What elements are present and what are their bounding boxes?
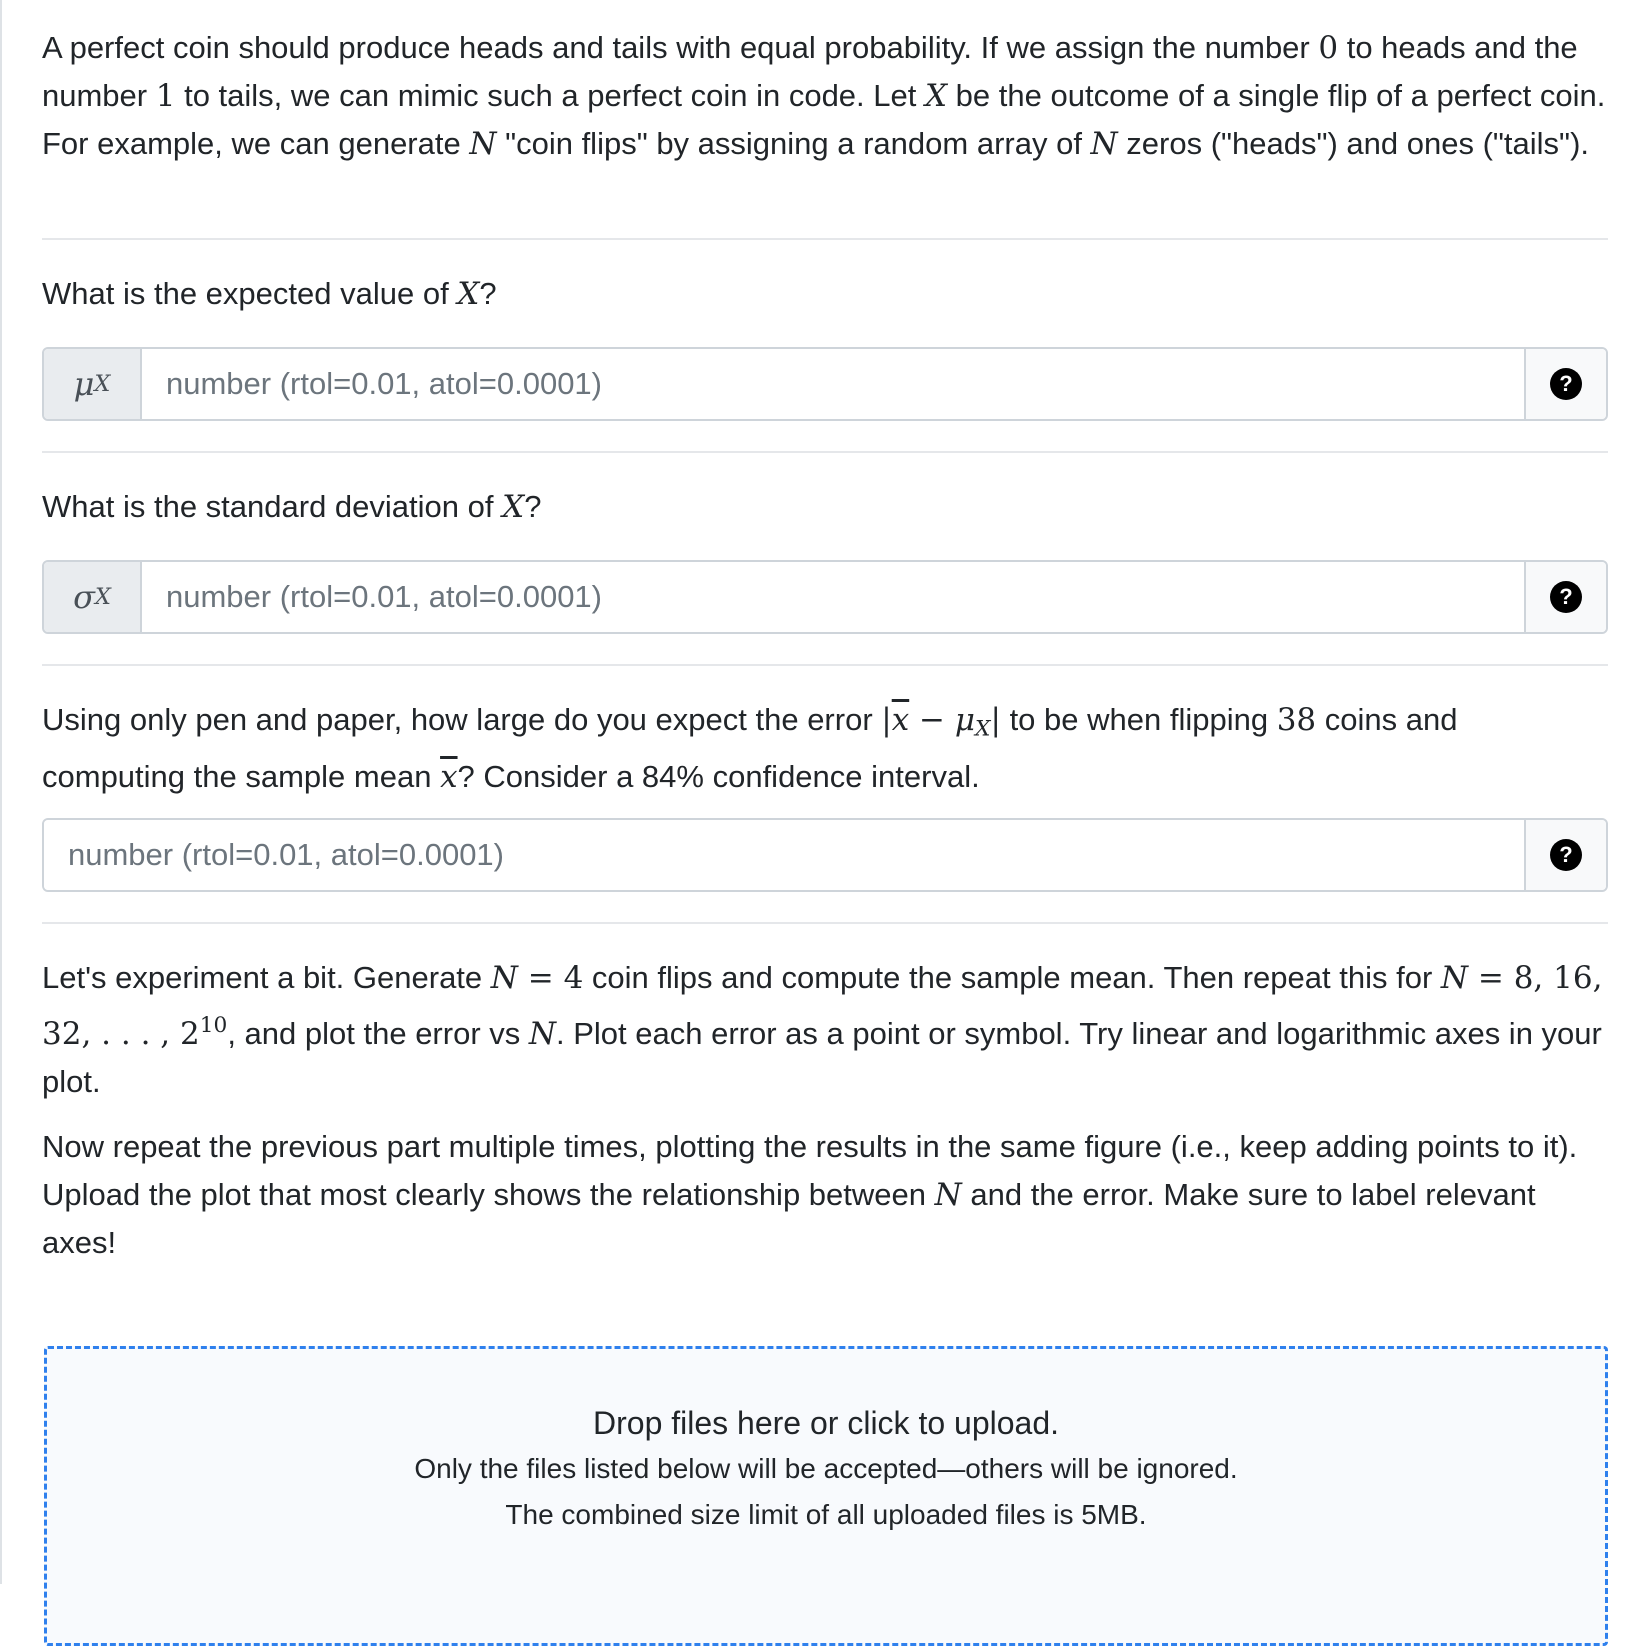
help-button[interactable] [1524, 820, 1606, 890]
question-text: ? [479, 276, 497, 311]
abs-bar: | [881, 702, 892, 738]
intro-text: zeros ("heads") and ones ("tails"). [1117, 126, 1589, 161]
file-dropzone[interactable] [44, 1346, 1608, 1646]
question-circle-icon[interactable]: ? [1550, 839, 1582, 871]
expected-error-input[interactable] [44, 820, 1524, 890]
question-circle-icon[interactable]: ? [1550, 581, 1582, 613]
question-expected-error [42, 696, 1608, 801]
subscript-x: X [94, 584, 111, 610]
intro-text: be the outcome of a single flip of a perfect coin. For example, we can generate [42, 78, 1606, 161]
experiment-instructions [42, 954, 1608, 1106]
help-button[interactable] [1524, 562, 1606, 632]
intro-text: to heads and the number [42, 30, 1578, 113]
sigma-x-label [44, 562, 142, 632]
divider [42, 922, 1608, 924]
expected-error-input-group [42, 818, 1608, 892]
dropzone-title: Drop files here or click to upload. [593, 1405, 1059, 1441]
question-text: coins and computing the sample mean [42, 702, 1458, 795]
math-x: X [924, 78, 948, 114]
math-one: 1 [155, 78, 176, 114]
math-xbar: $\overline{x}$ [440, 759, 458, 796]
question-text: . Plot each error as a point or symbol. Try linear and logarithmic axes in your plot. [42, 1015, 1602, 1099]
divider [42, 238, 1608, 240]
math-n: N [934, 1177, 962, 1213]
help-button[interactable] [1524, 349, 1606, 419]
question-text: , and plot the error vs [227, 1015, 529, 1051]
expected-value-input-group [42, 347, 1608, 421]
math-sequence: = 8, 16, 32, . . . , 2 [42, 960, 1603, 1052]
mu-symbol: μ [73, 365, 95, 403]
dropzone-accepted-files-note: Only the files listed below will be accepted—others will be ignored. [414, 1453, 1238, 1484]
math-coin-count: 38 [1276, 702, 1317, 738]
expected-value-input[interactable] [142, 349, 1524, 419]
math-n: N [1440, 960, 1469, 996]
math-x: X [457, 276, 480, 312]
question-text: ? [524, 489, 542, 524]
math-xbar: $\overline{x}$ [891, 702, 910, 738]
intro-text: "coin flips" by assigning a random array of [496, 126, 1091, 161]
dropzone-size-limit-note: The combined size limit of all uploaded files is 5MB. [505, 1499, 1147, 1530]
sigma-symbol: σ [73, 578, 95, 616]
subscript-x: X [975, 716, 991, 742]
intro-paragraph [42, 24, 1608, 168]
math-n: N [1090, 126, 1118, 162]
question-text: What is the standard deviation of [42, 489, 503, 524]
question-expected-value [42, 270, 1608, 318]
math-n: N [469, 126, 497, 162]
subscript-x: X [94, 371, 111, 397]
upload-instructions [42, 1123, 1608, 1267]
intro-text: A perfect coin should produce heads and tails with equal probability. If we assign the number [42, 30, 1319, 65]
question-text: Using only pen and paper, how large do you expect the error [42, 702, 882, 737]
question-circle-icon[interactable]: ? [1550, 368, 1582, 400]
question-text: Let's experiment a bit. Generate [42, 960, 491, 995]
math-n: N [528, 1015, 556, 1052]
math-zero: 0 [1318, 30, 1339, 66]
question-standard-deviation [42, 483, 1608, 531]
question-text: coin flips and compute the sample mean. Then repeat this for [583, 960, 1441, 995]
math-exponent: 10 [199, 1013, 228, 1038]
question-text: and the error. Make sure to label relevant axes! [42, 1177, 1536, 1260]
abs-bar: | [990, 702, 1001, 738]
math-minus: − [909, 702, 955, 738]
math-mu: μ [954, 702, 976, 738]
standard-deviation-input-group [42, 560, 1608, 634]
mu-x-label [44, 349, 142, 419]
divider [42, 664, 1608, 666]
standard-deviation-input[interactable] [142, 562, 1524, 632]
question-text: Now repeat the previous part multiple times, plotting the results in the same figure (i.e., keep adding points to it). Upload the plot that most clearly shows the relationship between [42, 1129, 1578, 1212]
question-text: What is the expected value of [42, 276, 458, 311]
math-n: N [490, 960, 518, 996]
math-x: X [502, 489, 525, 525]
question-text: to be when flipping [1000, 702, 1277, 737]
math-equals-four: = 4 [517, 960, 584, 996]
intro-text: to tails, we can mimic such a perfect coin in code. Let [175, 78, 925, 113]
divider [42, 451, 1608, 453]
question-text: ? Consider a 84% confidence interval. [457, 759, 980, 795]
